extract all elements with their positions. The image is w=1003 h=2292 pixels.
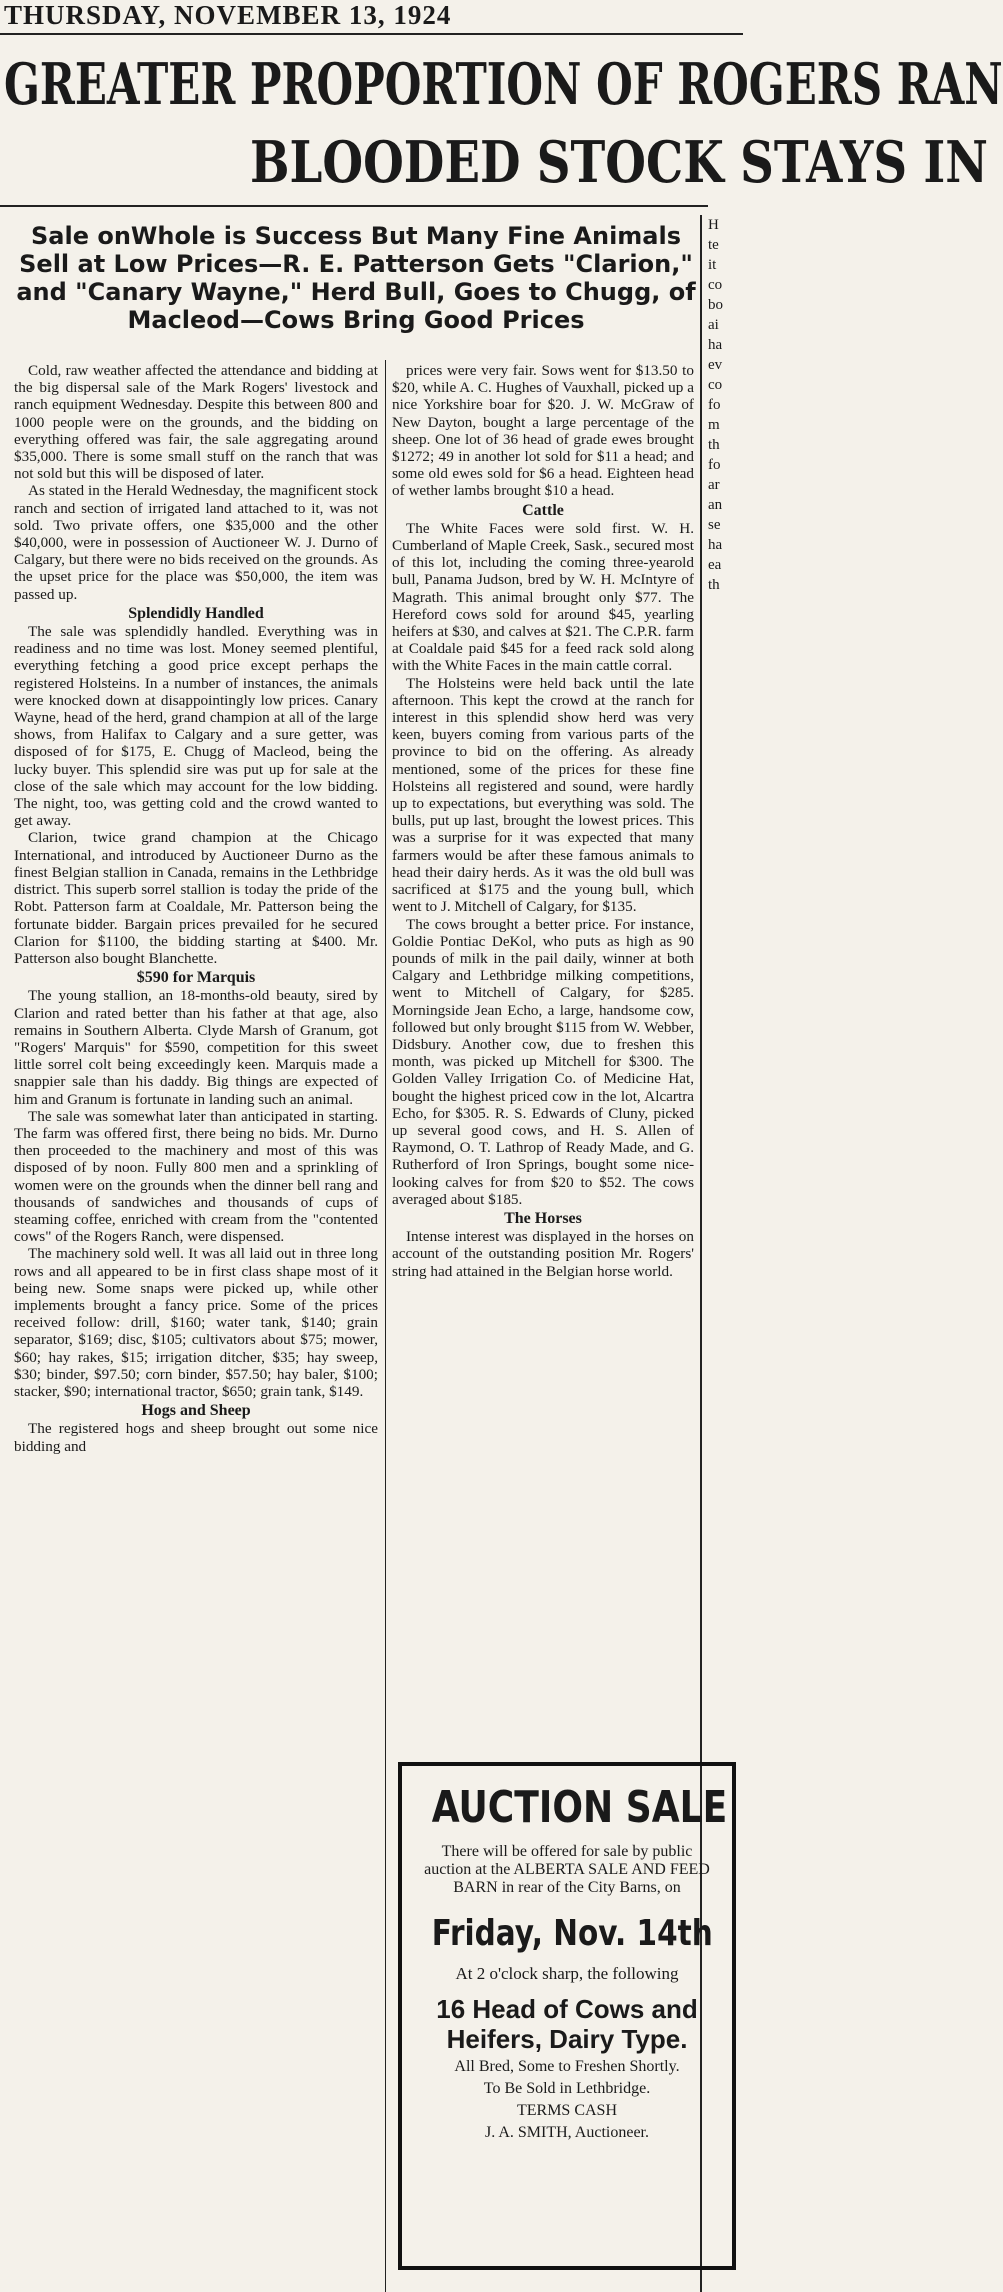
ad-intro: There will be offered for sale by public auction at the ALBERTA SALE AND FEED BARN in rear of the City Barns, on <box>424 1843 710 1896</box>
strip-fragment: ar <box>708 477 720 493</box>
strip-fragment: bo <box>708 297 723 313</box>
strip-fragment: th <box>708 577 720 593</box>
ad-detail-2: To Be Sold in Lethbridge. <box>483 2080 651 2097</box>
article-paragraph: As stated in the Herald Wednesday, the magnificent stock ranch and section of irrigated land attached to it, was not sold. Two private offers, one $35,000 and the other $40,000, were in possession of Auctioneer W. J. Durno of Calgary, but there were no bids received on the grounds. As the upset price for the place was $50,000, the item was passed up. <box>14 482 378 603</box>
strip-fragment: it <box>708 257 717 273</box>
section-heading: $590 for Marquis <box>136 969 256 987</box>
subheadline: Sale onWhole is Success But Many Fine Animals Sell at Low Prices—R. E. Patterson Gets "Clarion," and "Canary Wayne," Herd Bull, Goes to Chugg, of Macleod—Cows Bring Good Prices <box>16 222 696 334</box>
article-paragraph: The registered hogs and sheep brought out some nice bidding and <box>14 1420 378 1455</box>
article-paragraph: The sale was somewhat later than anticipated in starting. The farm was offered first, there being no bids. Mr. Durno then proceeded to the machinery and most of this was disposed of by noon. Fully 800 men and a sprinkling of women were on the grounds when the dinner bell rang and thousands of sandwiches and thousands of cups of steaming coffee, enriched with cream from the "contented cows" of the Rogers Ranch, were dispensed. <box>14 1107 378 1246</box>
strip-fragment: H <box>708 217 719 233</box>
ad-time: At 2 o'clock sharp, the following <box>455 1964 679 1983</box>
article-paragraph: The White Faces were sold first. W. H. Cumberland of Maple Creek, Sask., secured most of this lot, including the coming three-yearold bull, Panama Judson, bred by W. H. McIntyre of Magrath. This animal brought only $77. The Hereford cows sold for around $45, yearling heifers at $30, and calves at $21. The C.P.R. farm at Coaldale paid $45 for a feed rack sold along with the White Faces in the main cattle corral. <box>392 519 694 675</box>
article-paragraph: The cows brought a better price. For instance, Goldie Pontiac DeKol, who puts as high as 90 pounds of milk in the pail daily, winner at both Calgary and Lethbridge milking competitions, went to Mitchell of Calgary, for $285. Morningside Jean Echo, a large, handsome cow, followed but only brought $115 from W. Webber, Didsbury. Another cow, due to freshen this month, was picked up Mitchell for $300. The Golden Valley Irrigation Co. of Medicine Hat, bought the highest priced cow in the lot, Alcartra Echo, for $305. R. S. Edwards of Cluny, picked up several good cows, and H. S. Allen of Raymond, O. T. Lathrop of Ready Made, and G. Rutherford of Iron Springs, bought some nice-looking calves for from $20 to $52. The cows averaged about $185. <box>392 915 694 1208</box>
ad-title: AUCTION SALE <box>431 1782 728 1833</box>
section-heading: Splendidly Handled <box>128 604 264 622</box>
article-paragraph: The machinery sold well. It was all laid out in three long rows and all appeared to be in first class shape most of it being new. Some snaps were picked up, while other implements brought a fancy price. Some of the prices received follow: drill, $160; water tank, $140; grain separator, $169; disc, $105; cultivators about $75; mower, $60; hay rakes, $15; irrigation ditcher, $35; hay sweep, $30; binder, $97.50; corn binder, $57.50; hay baler, $100; stacker, $90; international tractor, $650; grain tank, $149. <box>14 1245 378 1400</box>
strip-fragment: se <box>708 517 721 533</box>
dateline: THURSDAY, NOVEMBER 13, 1924 <box>4 0 452 30</box>
headline-rule <box>0 205 708 207</box>
ad-terms: TERMS CASH <box>516 2102 618 2119</box>
article-paragraph: The sale was splendidly handled. Everything was in readiness and no time was lost. Money seemed plentiful, everything fetching a good price except perhaps the registered Holsteins. In a number of instances, the animals were knocked down at disappointingly low prices. Canary Wayne, head of the herd, grand champion at all of the large shows, from Halifax to Calgary and a sure getter, was disposed of for $175, E. Chugg of Macleod, being the lucky buyer. This splendid sire was put up for sale at the close of the sale which may account for the low bidding. The night, too, was getting cold and the crowd wanted to get away. <box>14 623 378 830</box>
section-heading: Hogs and Sheep <box>141 1402 251 1420</box>
top-rule <box>0 33 743 35</box>
adjacent-column-strip <box>708 215 743 605</box>
article-paragraph: The Holsteins were held back until the late afternoon. This kept the crowd at the ranch for interest in this splendid show herd was very keen, buyers coming from various parts of the province to bid on the offering. As already mentioned, some of the prices for these fine Holsteins all registered and sound, were hardly up to expectations, but everything was sold. The bulls, put up last, brought the lowest prices. This was a surprise for it was expected that many farmers would be after these famous animals to head their dairy herds. As it was the old bull was sacrificed at $175 and the young bull, which went to J. Mitchell of Calgary, for $135. <box>392 674 694 916</box>
section-heading: The Horses <box>504 1209 582 1227</box>
column-rule-center <box>385 360 386 2292</box>
auction-sale-ad <box>398 1762 736 2270</box>
strip-fragment: th <box>708 437 720 453</box>
strip-fragment: ea <box>708 557 722 573</box>
strip-fragment: fo <box>708 397 721 413</box>
strip-fragment: fo <box>708 457 721 473</box>
article-column-1 <box>14 362 378 1455</box>
strip-fragment: ha <box>708 537 723 553</box>
article-paragraph: Clarion, twice grand champion at the Chicago International, and introduced by Auctioneer Durno as the finest Belgian stallion in Canada, remains in the Lethbridge district. This superb sorrel stallion is today the pride of the Robt. Patterson farm at Coaldale, Mr. Patterson being the fortunate bidder. Bargain prices prevailed for he secured Clarion for $1100, the bidding starting at $400. Mr. Patterson also bought Blanchette. <box>14 829 378 967</box>
article-paragraph: Cold, raw weather affected the attendance and bidding at the big dispersal sale of the Mark Rogers' livestock and ranch equipment Wednesday. Despite this between 800 and 1000 people were on the grounds, and the bidding on everything offered was fair, the sale aggregating around $35,000. There is some small stuff on the ranch that was not sold but this will be disposed of later. <box>14 362 378 483</box>
strip-fragment: co <box>708 277 723 293</box>
article-paragraph: Intense interest was displayed in the horses on account of the outstanding position Mr. Rogers' string had attained in the Belgian horse world. <box>392 1228 694 1280</box>
strip-fragment: m <box>708 417 720 433</box>
strip-fragment: ev <box>708 357 723 373</box>
ad-auctioneer: J. A. SMITH, Auctioneer. <box>485 2124 649 2141</box>
strip-fragment: an <box>708 497 723 513</box>
section-heading: Cattle <box>522 501 564 519</box>
headline-line-1: GREATER PROPORTION OF ROGERS RAN <box>4 51 1003 118</box>
headline-line-2: BLOODED STOCK STAYS IN <box>250 129 989 196</box>
ad-headline: 16 Head of Cows and Heifers, Dairy Type. <box>436 1994 698 2054</box>
strip-fragment: co <box>708 377 723 393</box>
ad-detail-1: All Bred, Some to Freshen Shortly. <box>454 2058 680 2075</box>
article-paragraph: prices were very fair. Sows went for $13.50 to $20, while A. C. Hughes of Vauxhall, picked up a nice Yorkshire boar for $20. J. W. McGraw of New Dayton, bought a large percentage of the sheep. One lot of 36 head of grade ewes brought $1272; 49 in another lot sold for $11 a head; and some old ewes sold for $6 a head. Eighteen head of wether lambs brought $10 a head. <box>392 362 694 500</box>
strip-fragment: ha <box>708 337 723 353</box>
article-column-2 <box>392 362 694 1280</box>
ad-date: Friday, Nov. 14th <box>431 1913 713 1954</box>
article-paragraph: The young stallion, an 18-months-old beauty, sired by Clarion and rated better than his father at that age, also remains in Southern Alberta. Clyde Marsh of Granum, got "Rogers' Marquis" for $590, competition for this sweet little sorrel colt being exceedingly keen. Marquis made a snappier sale than his daddy. Big things are expected of him and Granum is fortunate in landing such an animal. <box>14 987 378 1108</box>
strip-fragment: ai <box>708 317 719 333</box>
strip-fragment: te <box>708 237 719 253</box>
